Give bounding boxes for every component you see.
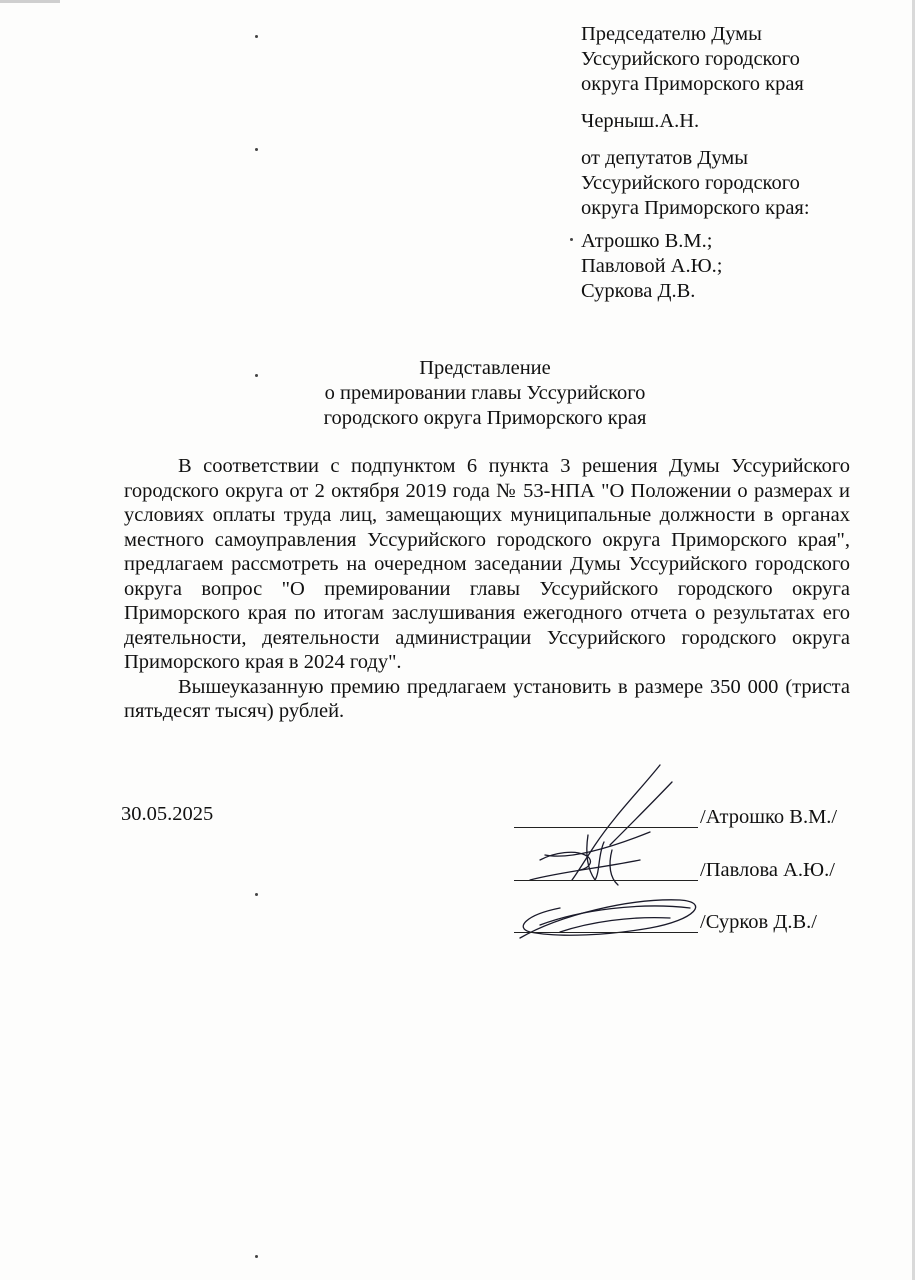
signer-name: /Атрошко В.М./ xyxy=(700,806,838,828)
addressee-block xyxy=(581,22,901,304)
title-line: о премировании главы Уссурийского xyxy=(324,382,646,404)
addressee-to-line: Уссурийского городского xyxy=(581,48,800,70)
scan-speck xyxy=(255,35,258,38)
signature-row xyxy=(514,907,817,933)
scan-speck xyxy=(255,374,258,377)
scan-speck xyxy=(570,238,573,241)
addressee-to-line: Председателю Думы xyxy=(581,23,762,45)
addressee-from-line: от депутатов Думы xyxy=(581,147,749,169)
signature-row xyxy=(514,855,835,881)
signature-row xyxy=(514,802,837,828)
scan-speck xyxy=(255,893,258,896)
document-title xyxy=(200,356,770,431)
document-date: 30.05.2025 xyxy=(121,803,214,825)
signature-line xyxy=(514,912,698,933)
body-paragraph-2: Вышеуказанную премию предлагаем установить в размере 350 000 (триста пятьдесят тысяч) рублей. xyxy=(124,675,850,722)
signature-line xyxy=(514,807,698,828)
scan-speck xyxy=(255,1255,258,1258)
signer-name: /Сурков Д.В./ xyxy=(700,911,817,933)
scan-edge-top xyxy=(0,0,60,3)
document-body xyxy=(124,454,850,724)
addressee-from-line: округа Приморского края: xyxy=(581,197,810,219)
scan-speck xyxy=(255,148,258,151)
addressee-from-line: Уссурийского городского xyxy=(581,172,800,194)
signer-name: /Павлова А.Ю./ xyxy=(700,859,835,881)
title-line: городского округа Приморского края xyxy=(323,407,647,429)
title-line: Представление xyxy=(419,357,551,379)
body-paragraph-1: В соответствии с подпунктом 6 пункта 3 решения Думы Уссурийского городского округа от 2 октября 2019 года № 53-НПА "О Положении о размерах и условиях оплаты труда лиц, замещающих муниципальные должности в органах местного самоуправления Уссурийского городского округа Приморского края", предлагаем рассмотреть на очередном заседании Думы Уссурийского городского округа вопрос "О премировании главы Уссурийского городского округа Приморского края по итогам заслушивания ежегодного отчета о результатах его деятельности, деятельности администрации Уссурийского городского округа Приморского края в 2024 году". xyxy=(124,455,850,673)
signature-line xyxy=(514,860,698,881)
deputy-name: Атрошко В.М.; xyxy=(581,230,713,252)
addressee-to-line: округа Приморского края xyxy=(581,73,804,95)
deputy-name: Суркова Д.В. xyxy=(581,280,696,302)
deputy-name: Павловой А.Ю.; xyxy=(581,255,723,277)
chair-name: Черныш.А.Н. xyxy=(581,110,700,132)
